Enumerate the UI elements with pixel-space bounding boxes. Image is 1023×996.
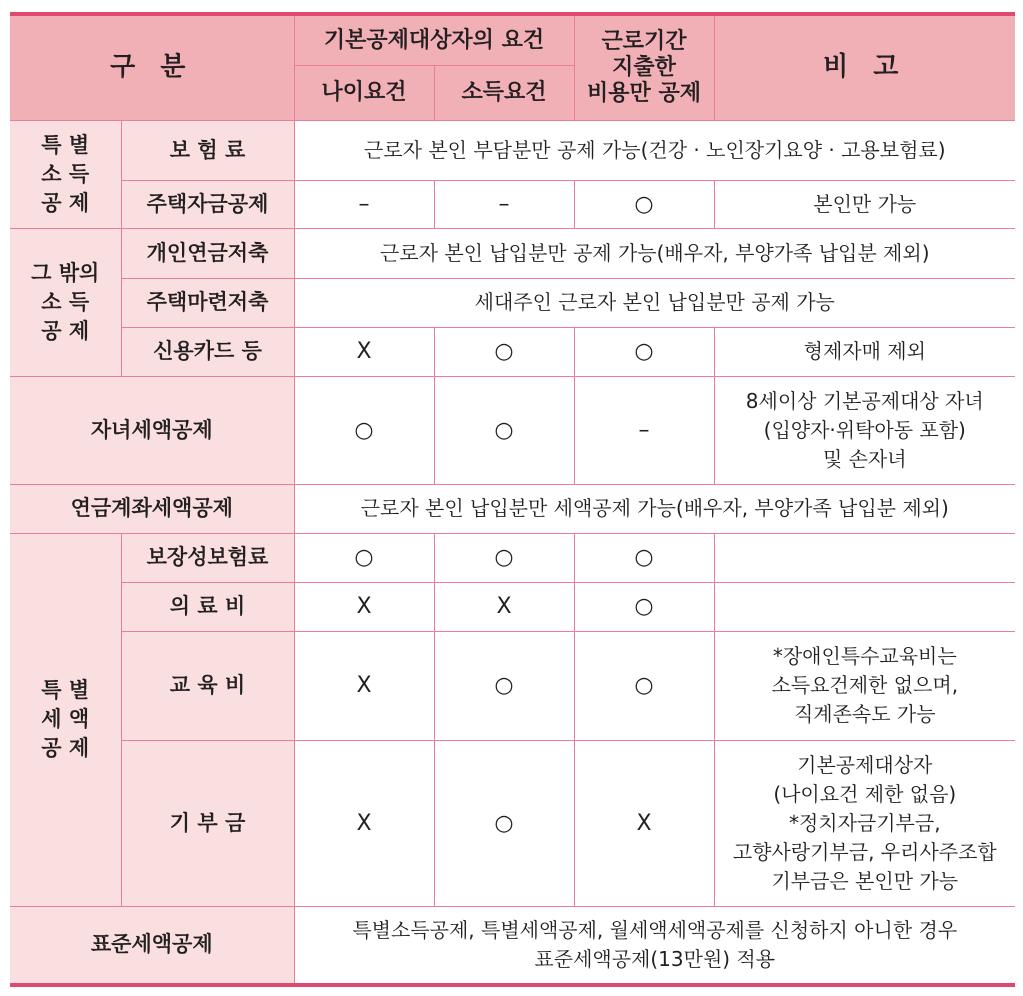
row-label: 연금계좌세액공제 [10,484,294,533]
row-note: 기본공제대상자 (나이요건 제한 없음) *정치자금기부금, 고향사랑기부금, 우리사주조합 기부금은 본인만 가능 [714,740,1015,906]
row-note [714,533,1015,582]
period-cell: ○ [574,631,714,740]
income-cell: ○ [434,327,574,376]
table-row [10,228,1015,278]
age-cell: X [294,582,434,631]
age-cell: ○ [294,376,434,484]
row-note: 형제자매 제외 [714,327,1015,376]
row-label: 표준세액공제 [10,906,294,985]
age-cell: X [294,740,434,906]
row-note [714,582,1015,631]
row-note: 근로자 본인 부담분만 공제 가능(건강 · 노인장기요양 · 고용보험료) [294,120,1015,180]
group-special-tax: 특 별 세 액 공 제 [10,533,121,906]
header-work-period: 근로기간 지출한 비용만 공제 [574,14,714,120]
income-cell: ○ [434,631,574,740]
header-remarks: 비 고 [714,14,1015,120]
table-row [10,533,1015,582]
row-note: 본인만 가능 [714,180,1015,228]
row-label: 자녀세액공제 [10,376,294,484]
table-row [10,180,1015,228]
period-cell: X [574,740,714,906]
table-row [10,740,1015,906]
period-cell: – [574,376,714,484]
income-cell: ○ [434,740,574,906]
income-cell: X [434,582,574,631]
deduction-requirements-table [10,12,1015,987]
group-other-income: 그 밖의 소 득 공 제 [10,228,121,376]
row-note: 세대주인 근로자 본인 납입분만 공제 가능 [294,278,1015,327]
row-label: 주택마련저축 [121,278,294,327]
table-row [10,278,1015,327]
age-cell: X [294,327,434,376]
row-note: 8세이상 기본공제대상 자녀 (입양자·위탁아동 포함) 및 손자녀 [714,376,1015,484]
row-label: 기 부 금 [121,740,294,906]
row-label: 주택자금공제 [121,180,294,228]
row-note: *장애인특수교육비는 소득요건제한 없으며, 직계존속도 가능 [714,631,1015,740]
row-label: 개인연금저축 [121,228,294,278]
header-age: 나이요건 [294,65,434,120]
table-row [10,906,1015,985]
period-cell: ○ [574,582,714,631]
period-cell: ○ [574,180,714,228]
row-note: 특별소득공제, 특별세액공제, 월세액세액공제를 신청하지 아니한 경우 표준세액공제(13만원) 적용 [294,906,1015,985]
table-row [10,120,1015,180]
table-row [10,631,1015,740]
row-note: 근로자 본인 납입분만 세액공제 가능(배우자, 부양가족 납입분 제외) [294,484,1015,533]
row-label: 의 료 비 [121,582,294,631]
age-cell: ○ [294,533,434,582]
age-cell: X [294,631,434,740]
age-cell: – [294,180,434,228]
period-cell: ○ [574,533,714,582]
income-cell: ○ [434,533,574,582]
table-row [10,376,1015,484]
group-special-income: 특 별 소 득 공 제 [10,120,121,228]
row-note: 근로자 본인 납입분만 공제 가능(배우자, 부양가족 납입분 제외) [294,228,1015,278]
income-cell: – [434,180,574,228]
header-category: 구 분 [10,14,294,120]
header-basic-requirements: 기본공제대상자의 요건 [294,14,574,65]
row-label: 보장성보험료 [121,533,294,582]
row-label: 보 험 료 [121,120,294,180]
table-row [10,484,1015,533]
income-cell: ○ [434,376,574,484]
table-row [10,327,1015,376]
header-income: 소득요건 [434,65,574,120]
period-cell: ○ [574,327,714,376]
row-label: 교 육 비 [121,631,294,740]
row-label: 신용카드 등 [121,327,294,376]
table-row [10,582,1015,631]
